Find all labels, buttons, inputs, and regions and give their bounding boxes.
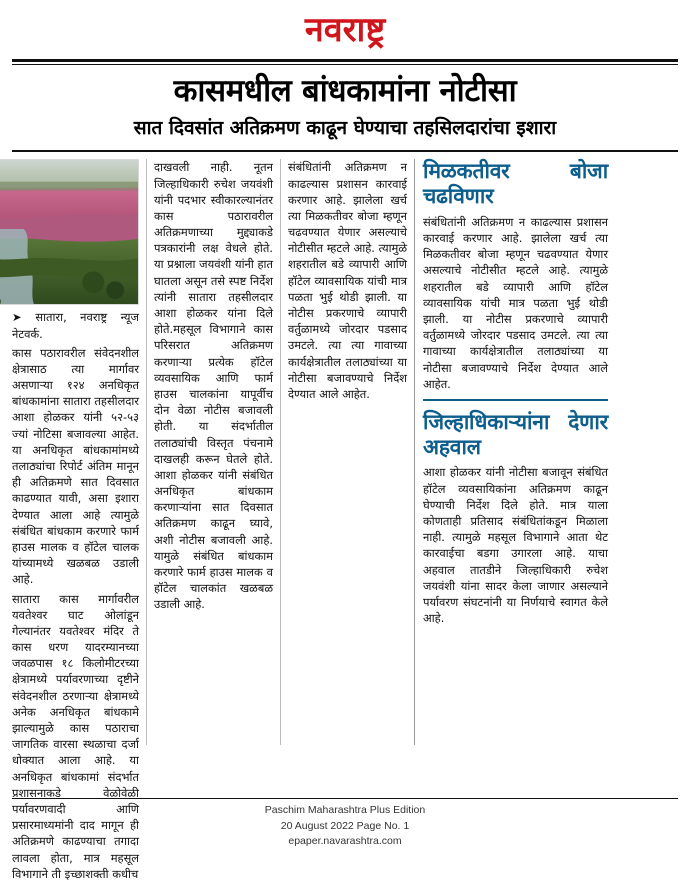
- footer-rule: [12, 798, 678, 799]
- footer-site: epaper.navarashtra.com: [288, 834, 402, 847]
- subsection-title-milkativar: मिळकतीवर बोजा चढविणार: [423, 159, 608, 209]
- article-paragraph-col3: संबंधितांनी अतिक्रमण न काढल्यास प्रशासन कारवाई करणार आहे. झालेला खर्च त्या मिळकतीवर बोजा म्हणून चढवण्यात येणार असल्याचे नोटीसीत म्हटले आहे. त्यामुळे शहरातील बडे व्यापारी आणि हॉटेल व्यावसायिक यांची मात्र पळता भुई थोडी झाली. या नोटीस प्रकरणाचे व्यापारी वर्तुळामध्ये जोरदार पडसाद उमटले. त्या त्या गावाच्या कार्यक्षेत्रातील तलाठ्यांच्या या नोटीसा बजावण्याचे निर्देश देण्यात आले आहेत.: [288, 160, 407, 401]
- article-paragraph: सातारा कास मार्गावरील यवतेश्वर घाट ओलांडून गेल्यानंतर यवतेश्वर मंदिर ते कास धरण यादरम्यानच्या जवळपास १८ किलोमीटरच्या क्षेत्रामध्ये पर्यावरणाच्या दृष्टीने संवेदनशील ठरणाऱ्या क्षेत्रामध्ये अनेक अनधिकृत बांधकामे झाल्यामुळे कास पठाराचा जागतिक वारसा स्थळाचा दर्जा धोक्यात आला आहे. या अनधिकृत बांधकामां संदर्भात प्रशासनाकडे वेळोवेळी पर्यावरणवादी आणि प्रसारमाध्यमांनी दाद मागून ही अतिक्रमणे काढण्याचा तगादा लावला होता, मात्र महसूल विभागाने ती इच्छाशक्ती कधीच: [12, 591, 139, 881]
- headline-sub: सात दिवसांत अतिक्रमण काढून घेण्याचा तहसिलदारांचा इशारा: [133, 116, 557, 139]
- subsection-title-ahaval: जिल्हाधिकाऱ्यांना देणार अहवाल: [423, 409, 608, 459]
- footer-date-page: 20 August 2022 Page No. 1: [280, 819, 410, 832]
- article-paragraph: कास पठारावरील संवेदनशील क्षेत्रासाठ त्या मार्गावर असणाऱ्या १२४ अनधिकृत बांधकामांना सातारा तहसीलदार आशा होळकर यांनी ५२-५३ ज्यां नोटिसा बजावल्या आहेत. या अनधिकृत बांधकामांमध्ये तलाठ्यांचा रिपोर्ट अंतिम मानून ही अतिक्रमणे सात दिवसात काढण्यात यावी, असा इशारा देण्यात आला आहे त्यामुळे संबंधित बांधकाम करणारे फार्म हाउस मालक व हॉटेल चालक यांच्यामध्ये खळबळ उडाली आहे.: [12, 345, 139, 587]
- masthead: [12, 6, 678, 53]
- article-paragraph: दाखवली नाही. नूतन जिल्हाधिकारी रुचेश जयवंशी यांनी पदभार स्वीकारल्यानंतर कास पठारावरील अतिक्रमणाच्या मुद्द्याकडे पत्रकारांनी लक्ष वेधले होते. या प्रश्नाला जयवंशी यांनी हात घातला असून तसे स्पष्ट निर्देश त्यांनी सातारा तहसीलदार आशा होळकर यांना दिले होते.महसूल विभागाने कास परिसरात अतिक्रमण करणाऱ्या प्रत्येक हॉटेल व्यवसायिक आणि फार्म हाउस चालकांना यापूर्वीच दोन वेळा नोटीस बजावली होती. या संदर्भातील तलाठ्यांची विस्तृत पंचनामे दाखलही करून घेतले होते. आशा होळकर यांनी संबंधित अनधिकृत बांधकाम करणाऱ्यांना सात दिवसात अतिक्रमण काढून घ्यावे, अशी नोटीस बजावली आहे. यामुळे संबंधित बांधकाम करणारे फार्म हाउस मालक व हॉटेल चालकांत खळबळ उडाली आहे.: [154, 160, 273, 612]
- masthead-title: नवराष्ट्र: [304, 10, 386, 50]
- article-column-2: [146, 159, 280, 745]
- article-column-1: [12, 159, 146, 881]
- lead-marker: ➤: [12, 310, 36, 325]
- page-footer: [0, 798, 690, 849]
- photo-image: [0, 160, 138, 304]
- article-column-3: [280, 159, 414, 745]
- masthead-rule-thick: [12, 59, 678, 62]
- subsection-paragraph-2: आशा होळकर यांनी नोटीसा बजावून संबंधित हॉटेल व्यवसायिकांना अतिक्रमण काढून घेण्याची निर्देश दिले होते. मात्र याला कोणताही प्रतिसाद संबंधितांकडून मिळाला नाही. त्यामुळे महसूल विभागाने आता थेट कारवाईचा बडगा उगारला आहे. याचा अहवाल तातडीने जिल्हाधिकारी रुचेश जयवंशी यांना सादर केला जाणार असल्याने पर्यावरण संघटनांनी या निर्णयाचे स्वागत केले आहे.: [423, 465, 608, 626]
- article-lead-paragraph: ➤ सातारा, नवराष्ट्र न्यूज नेटवर्क.: [12, 310, 139, 341]
- footer-edition: Paschim Maharashtra Plus Edition: [264, 804, 426, 817]
- kaas-plateau-photo: [0, 159, 139, 305]
- subsection-paragraph-1: संबंधितांनी अतिक्रमण न काढल्यास प्रशासन कारवाई करणार आहे. झालेला खर्च त्या मिळकतीवर बोजा म्हणून चढवण्यात येणार असल्याचे नोटीसीत म्हटले आहे. त्यामुळे शहरातील बडे व्यापारी आणि हॉटेल व्यावसायिक यांची मात्र पळता भुई थोडी झाली. या नोटीस प्रकरणाचे व्यापारी वर्तुळामध्ये जोरदार पडसाद उमटले. त्या त्या गावाच्या कार्यक्षेत्रातील तलाठ्यांच्या या नोटीसा बजावण्याचे निर्देश देण्यात आले आहेत.: [423, 214, 608, 391]
- headline-rule: [12, 150, 678, 152]
- headline-main: कासमधील बांधकामांना नोटीसा: [173, 73, 517, 110]
- subsection-divider: [423, 399, 608, 401]
- article-column-4: [414, 159, 608, 745]
- headline-block: [12, 65, 678, 144]
